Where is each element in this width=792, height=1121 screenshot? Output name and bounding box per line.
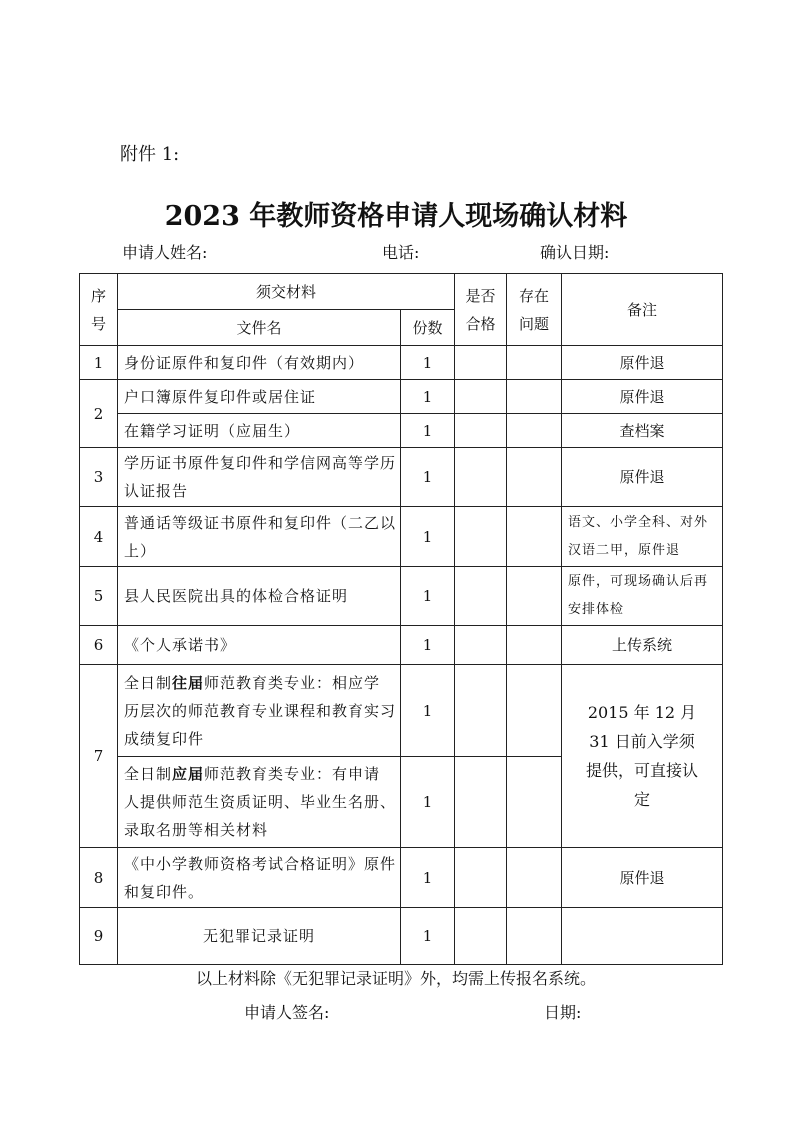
table-row [80,908,723,965]
header-issues: 存在问题 [507,274,562,346]
row-seq: 1 [80,346,118,380]
row-seq: 3 [80,448,118,507]
footer-note: 以上材料除《无犯罪记录证明》外，均需上传报名系统。 [195,969,596,988]
row-copies: 1 [401,346,455,380]
row-remark: 语文、小学全科、对外汉语二甲，原件退 [562,507,723,567]
row-qualified-cell[interactable] [455,626,507,665]
row-copies: 1 [401,757,455,848]
row-seq: 8 [80,848,118,908]
confirm-date-label: 确认日期: [540,243,610,262]
header-seq: 序号 [80,274,118,346]
row-seq: 9 [80,908,118,965]
row-issues-cell[interactable] [507,414,562,448]
row-remark [562,908,723,965]
row-file: 《个人承诺书》 [118,626,401,665]
row-remark: 上传系统 [562,626,723,665]
row-qualified-cell[interactable] [455,848,507,908]
row-qualified-cell[interactable] [455,448,507,507]
table-row [80,380,723,414]
row-seq: 4 [80,507,118,567]
row-file: 无犯罪记录证明 [118,908,401,965]
row-file: 身份证原件和复印件（有效期内） [118,346,401,380]
row-copies: 1 [401,848,455,908]
row-issues-cell[interactable] [507,908,562,965]
row-file: 户口簿原件复印件或居住证 [118,380,401,414]
row-remark: 原件退 [562,346,723,380]
row-remark: 查档案 [562,414,723,448]
row-qualified-cell[interactable] [455,507,507,567]
row-issues-cell[interactable] [507,507,562,567]
table-row [80,665,723,757]
row-copies: 1 [401,507,455,567]
row-seq: 5 [80,567,118,626]
row-qualified-cell[interactable] [455,380,507,414]
header-materials: 须交材料 [118,274,455,310]
header-file-name: 文件名 [118,310,401,346]
table-row [80,346,723,380]
row-file: 全日制应届师范教育类专业：有申请人提供师范生资质证明、毕业生名册、录取名册等相关材料 [118,757,401,848]
row-issues-cell[interactable] [507,448,562,507]
row-issues-cell[interactable] [507,346,562,380]
materials-table [79,273,723,965]
row-issues-cell[interactable] [507,626,562,665]
row-qualified-cell[interactable] [455,908,507,965]
table-row [80,567,723,626]
row-qualified-cell[interactable] [455,414,507,448]
row-seq: 7 [80,665,118,848]
header-remarks: 备注 [562,274,723,346]
footer-date-label: 日期: [544,1003,582,1022]
row-file: 普通话等级证书原件和复印件（二乙以上） [118,507,401,567]
row-remark: 原件退 [562,848,723,908]
row-file: 全日制往届师范教育类专业：相应学历层次的师范教育专业课程和教育实习成绩复印件 [118,665,401,757]
row-issues-cell[interactable] [507,757,562,848]
row-remark: 原件退 [562,380,723,414]
row-qualified-cell[interactable] [455,567,507,626]
row-seq: 2 [80,380,118,448]
row-issues-cell[interactable] [507,567,562,626]
table-row [80,507,723,567]
row-file: 在籍学习证明（应届生） [118,414,401,448]
attachment-label: 附件 1: [120,144,180,165]
row-seq: 6 [80,626,118,665]
row-copies: 1 [401,665,455,757]
row-issues-cell[interactable] [507,665,562,757]
row-issues-cell[interactable] [507,380,562,414]
row-copies: 1 [401,414,455,448]
phone-label: 电话: [382,243,420,262]
header-copies: 份数 [401,310,455,346]
row-issues-cell[interactable] [507,848,562,908]
row-copies: 1 [401,567,455,626]
signature-label: 申请人签名: [244,1003,330,1022]
row-file: 学历证书原件复印件和学信网高等学历认证报告 [118,448,401,507]
table-row [80,626,723,665]
row-remark: 2015 年 12 月 31 日前入学须提供，可直接认定 [562,665,723,848]
row-file: 《中小学教师资格考试合格证明》原件和复印件。 [118,848,401,908]
page-title: 2023 年教师资格申请人现场确认材料 [164,201,628,232]
header-qualified: 是否合格 [455,274,507,346]
row-copies: 1 [401,908,455,965]
row-remark: 原件，可现场确认后再安排体检 [562,567,723,626]
applicant-name-label: 申请人姓名: [122,243,208,262]
row-qualified-cell[interactable] [455,346,507,380]
row-copies: 1 [401,380,455,414]
header-row-1 [80,274,723,310]
row-copies: 1 [401,448,455,507]
row-remark: 原件退 [562,448,723,507]
row-qualified-cell[interactable] [455,757,507,848]
row-qualified-cell[interactable] [455,665,507,757]
table-row [80,414,723,448]
table-row [80,848,723,908]
table-row [80,448,723,507]
row-copies: 1 [401,626,455,665]
row-file: 县人民医院出具的体检合格证明 [118,567,401,626]
